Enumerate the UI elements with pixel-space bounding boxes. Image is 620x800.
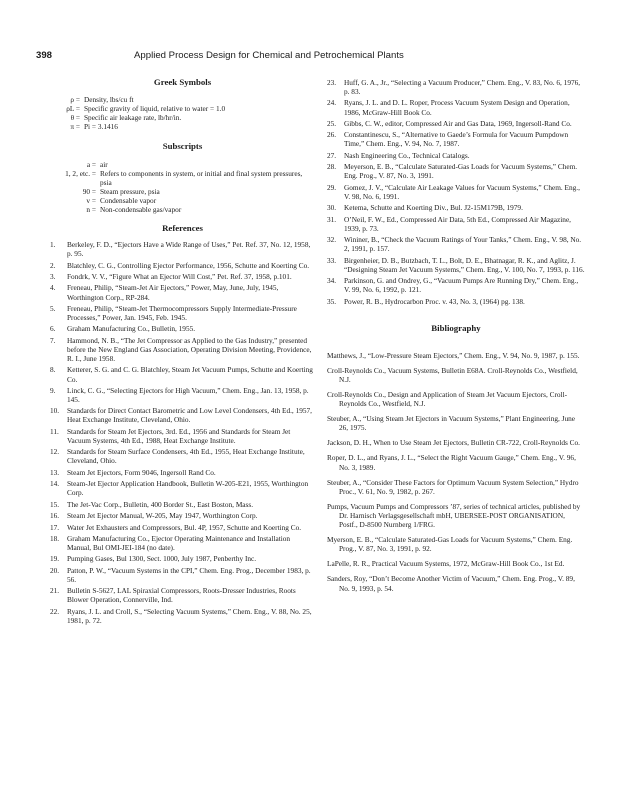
reference-number: 7. — [50, 335, 56, 345]
reference-text: Steam Jet Ejector Manual, W-205, May 1947, Worthington Corp. — [67, 511, 258, 521]
reference-number: 10. — [50, 406, 60, 416]
reference-text: Fondrk, V. V., “Figure What an Ejector Will Cost,” Pet. Ref. 37, 1958, p.101. — [67, 272, 292, 282]
reference-text: Standards for Direct Contact Barometric and Low Level Condensers, 4th Ed., 1957, Heat Exchange Institute, Cleveland, Ohio. — [67, 406, 312, 425]
reference-item — [50, 406, 315, 424]
reference-item — [50, 511, 315, 520]
reference-text: Standards for Steam Surface Condensers, 4th Ed., 1955, Heat Exchange Institute, Cleveland, Ohio. — [67, 447, 305, 466]
symbol-term: θ = — [70, 113, 80, 123]
reference-text: Gibbs, C. W., editor, Compressed Air and Gas Data, 1969, Ingersoll-Rand Co. — [344, 118, 572, 128]
reference-text: Hammond, N. B., “The Jet Compressor as Applied to the Gas Industry,” presented before the New England Gas Association, Operating Division Meeting, Providence, R. I., June 1958. — [67, 335, 312, 364]
reference-text: Freneau, Philip, “Steam-Jet Air Ejectors,” Power, May, June, July, 1945, Worthington Corp., RP-284. — [67, 283, 279, 302]
reference-item — [327, 203, 585, 212]
reference-text: Ryans, J. L. and D. L. Roper, Process Vacuum System Design and Operation, 1986, McGraw-Hill Book Co. — [344, 98, 570, 117]
reference-number: 31. — [327, 214, 337, 224]
reference-list-right — [327, 78, 585, 306]
reference-number: 27. — [327, 150, 337, 160]
reference-number: 11. — [50, 426, 59, 436]
reference-item — [50, 386, 315, 404]
bibliography-item: Sanders, Roy, “Don’t Become Another Victim of Vacuum,” Chem. Eng. Prog., V. 89, No. 9, 1993, p. 54. — [327, 574, 575, 593]
reference-number: 8. — [50, 365, 56, 375]
reference-item — [327, 256, 585, 274]
reference-text: Constantinescu, S., “Alternative to Gaede’s Formula for Vacuum Pumpdown Time,” Chem. Eng., V. 94, No. 7, 1987. — [344, 130, 569, 149]
reference-number: 18. — [50, 533, 60, 543]
reference-text: Graham Manufacturing Co., Bulletin, 1955. — [67, 324, 196, 334]
bibliography-item: Roper, D. L., and Ryans, J. L., “Select the Right Vacuum Gauge,” Chem. Eng., V. 96, No. 3, 1989. — [327, 453, 576, 472]
reference-text: Nash Engineering Co., Technical Catalogs. — [344, 150, 470, 160]
bibliography-item: Steuber, A., “Consider These Factors for Optimum Vacuum System Selection,” Hydro Proc., V. 61, No. 9, 1982, p. 267. — [327, 477, 579, 496]
reference-number: 24. — [327, 98, 337, 108]
reference-number: 19. — [50, 554, 60, 564]
bibliography-item: Matthews, J., “Low-Pressure Steam Ejectors,” Chem. Eng., V. 94, No. 9, 1987, p. 155. — [327, 350, 580, 360]
running-header — [36, 50, 596, 64]
reference-item — [327, 162, 585, 180]
symbol-term: v = — [86, 195, 96, 205]
reference-list-left — [50, 240, 315, 625]
reference-item — [327, 151, 585, 160]
reference-number: 5. — [50, 303, 56, 313]
symbol-row — [50, 160, 315, 169]
reference-text: Graham Manufacturing Co., Ejector Operating Maintenance and Installation Manual, Bul OMI-JEI-184 (no date). — [67, 533, 291, 552]
reference-text: Patton, P. W., “Vacuum Systems in the CPI,” Chem. Eng. Prog., December 1983, p. 56. — [67, 565, 311, 584]
reference-item — [50, 447, 315, 465]
reference-text: Wininer, B., “Check the Vacuum Ratings of Your Tanks,” Chem. Eng., V. 98, No. 2, 1991, p. 157. — [344, 235, 582, 254]
symbol-definition: Refers to components in system, or initial and final system pressures, psia — [100, 168, 303, 187]
reference-item — [50, 534, 315, 552]
reference-number: 25. — [327, 118, 337, 128]
symbol-term: 1, 2, etc. = — [65, 168, 96, 178]
reference-text: Pumping Gases, Bul 1300, Sect. 1000, July 1987, Penberthy Inc. — [67, 554, 257, 564]
reference-item — [50, 427, 315, 445]
left-column — [50, 78, 315, 627]
reference-number: 1. — [50, 240, 56, 250]
symbol-definition: Condensable vapor — [100, 195, 157, 205]
symbol-row — [50, 196, 315, 205]
symbol-row — [50, 95, 315, 104]
reference-number: 23. — [327, 78, 337, 87]
reference-number: 9. — [50, 385, 56, 395]
reference-item — [50, 523, 315, 532]
reference-text: Birgenheier, D. B., Butzbach, T. L., Bolt, D. E., Bhatnagar, R. K., and Aglitz, J. “Designing Steam Jet Vacuum Systems,” Chem. Eng., V. 100, No. 7, 1993, p. 116. — [344, 255, 585, 274]
symbol-definition: Specific air leakage rate, lb/hr/in. — [84, 113, 182, 123]
bibliography-heading: Bibliography — [431, 322, 481, 333]
reference-item — [327, 119, 585, 128]
reference-number: 30. — [327, 203, 337, 213]
bibliography-item: Jackson, D. H., When to Use Steam Jet Ejectors, Bulletin CR-722, Croll-Reynolds Co. — [327, 438, 581, 448]
bibliography-item: Myerson, E. B., “Calculate Saturated-Gas Loads for Vacuum Systems,” Chem. Eng. Prog., V. 87, No. 3, 1991, p. 92. — [327, 535, 573, 554]
reference-text: Freneau, Philip, “Steam-Jet Thermocompressors Supply Intermediate-Pressure Processes,” Power, Jan. 1945, Feb. 1945. — [67, 303, 297, 323]
reference-item — [50, 261, 315, 270]
reference-text: Linck, C. G., “Selecting Ejectors for High Vacuum,” Chem. Eng., Jan. 13, 1958, p. 145. — [67, 385, 309, 404]
reference-number: 4. — [50, 283, 56, 293]
symbol-term: ρL = — [66, 104, 80, 114]
symbol-term: n = — [86, 205, 96, 215]
reference-text: Steam-Jet Ejector Application Handbook, Bulletin W-205-E21, 1955, Worthington Corp. — [67, 479, 309, 498]
reference-item — [50, 324, 315, 333]
running-title: Applied Process Design for Chemical and Petrochemical Plants — [134, 50, 404, 61]
symbol-row — [50, 187, 315, 196]
reference-item — [327, 235, 585, 253]
symbol-definition: air — [100, 159, 108, 169]
reference-item — [50, 272, 315, 281]
reference-number: 34. — [327, 276, 337, 286]
reference-text: Bulletin S-5627, LAL Spiraxial Compressors, Roots-Dresser Industries, Roots Blower Operation, Connerville, Ind. — [67, 586, 296, 605]
reference-number: 12. — [50, 447, 60, 457]
reference-number: 2. — [50, 260, 56, 270]
reference-number: 13. — [50, 467, 60, 477]
reference-number: 21. — [50, 586, 60, 596]
reference-text: Meyerson, E. B., “Calculate Saturated-Gas Loads for Vacuum Systems,” Chem. Eng. Prog., V. 87, No. 3, 1991. — [344, 162, 578, 181]
symbol-row — [50, 205, 315, 214]
reference-text: Huff, G. A., Jr., “Selecting a Vacuum Producer,” Chem. Eng., V. 83, No. 6, 1976, p. 83. — [344, 78, 581, 97]
reference-number: 15. — [50, 499, 60, 509]
reference-text: Water Jet Exhausters and Compressors, Bul. 4P, 1957, Schutte and Koerting Co. — [67, 522, 302, 532]
reference-number: 20. — [50, 565, 60, 575]
bibliography-list — [327, 351, 585, 593]
subscript-list — [50, 160, 315, 215]
reference-number: 3. — [50, 272, 56, 282]
reference-item — [327, 183, 585, 201]
reference-text: Steam Jet Ejectors, Form 9046, Ingersoll Rand Co. — [67, 467, 216, 477]
reference-text: Standards for Steam Jet Ejectors, 3rd. Ed., 1956 and Standards for Steam Jet Vacuum Systems, 4th Ed., 1988, Heat Exchange Institute. — [67, 426, 291, 445]
symbol-term: 90 = — [82, 186, 96, 196]
reference-item — [50, 566, 315, 584]
reference-text: Berkeley, F. D., “Ejectors Have a Wide Range of Uses,” Pet. Ref. 37, No. 12, 1958, p. 95. — [67, 240, 311, 259]
reference-number: 33. — [327, 255, 337, 265]
bibliography-item: LaPelle, R. R., Practical Vacuum Systems, 1972, McGraw-Hill Book Co., 1st Ed. — [327, 559, 565, 569]
reference-number: 16. — [50, 511, 60, 521]
reference-number: 28. — [327, 162, 337, 172]
reference-item — [327, 78, 585, 96]
symbol-definition: Steam pressure, psia — [100, 186, 160, 196]
reference-item — [50, 468, 315, 477]
bibliography-item: Croll-Reynolds Co., Design and Application of Steam Jet Vacuum Ejectors, Croll-Reynolds Co., Westfield, N.J. — [327, 390, 568, 409]
symbol-definition: Density, lbs/cu ft — [84, 95, 134, 105]
greek-symbols-heading: Greek Symbols — [153, 77, 212, 87]
reference-text: Ketema, Schutte and Koerting Div., Bul. J2-15M179B, 1979. — [344, 203, 523, 213]
reference-text: Blatchley, C. G., Controlling Ejector Performance, 1956, Schutte and Koerting Co. — [67, 260, 310, 270]
symbol-definition: Pi = 3.1416 — [84, 122, 118, 132]
reference-text: O’Neil, F. W., Ed., Compressed Air Data, 5th Ed., Compressed Air Magazine, 1939, p. 73. — [344, 214, 572, 233]
reference-item — [327, 297, 585, 306]
reference-text: Parkinson, G. and Ondrey, G., “Vacuum Pumps Are Running Dry,” Chem. Eng., V. 99, No. 6, 1992, p. 121. — [344, 276, 579, 295]
subscripts-heading: Subscripts — [162, 141, 203, 152]
symbol-definition: Specific gravity of liquid, relative to water = 1.0 — [84, 104, 226, 114]
reference-number: 6. — [50, 324, 56, 334]
symbol-row — [50, 104, 315, 113]
reference-item — [50, 500, 315, 509]
reference-item — [50, 607, 315, 625]
reference-item — [50, 240, 315, 258]
reference-text: Ketterer, S. G. and C. G. Blatchley, Steam Jet Vacuum Pumps, Schutte and Koerting Co. — [67, 365, 313, 384]
references-heading: References — [162, 223, 203, 234]
reference-item — [327, 130, 585, 148]
symbol-term: π = — [70, 122, 80, 132]
reference-item — [327, 215, 585, 233]
reference-number: 14. — [50, 479, 60, 489]
reference-text: Power, R. B., Hydrocarbon Proc. v. 43, No. 3, (1964) pg. 138. — [344, 296, 525, 306]
reference-number: 17. — [50, 522, 60, 532]
reference-number: 22. — [50, 606, 60, 616]
right-column — [327, 78, 585, 599]
symbol-row — [50, 113, 315, 122]
symbol-row — [50, 122, 315, 131]
greek-symbol-list — [50, 95, 315, 131]
page-number: 398 — [36, 50, 53, 61]
symbol-term: a = — [86, 159, 96, 169]
reference-item — [50, 479, 315, 497]
bibliography-item: Pumps, Vacuum Pumps and Compressors ’87, series of technical articles, published by Dr. Harnisch Verlagsgesellschaft mbH, UBERSEE-POST ORGANISATION, Postf., D-8500 Nurnberg 1/FRG. — [327, 501, 581, 530]
reference-number: 32. — [327, 235, 337, 245]
reference-number: 35. — [327, 296, 337, 306]
reference-number: 26. — [327, 130, 337, 140]
reference-item — [327, 98, 585, 116]
reference-item — [50, 365, 315, 383]
reference-item — [327, 276, 585, 294]
reference-number: 29. — [327, 182, 337, 192]
reference-item — [50, 586, 315, 604]
reference-text: Ryans, J. L. and Croll, S., “Selecting Vacuum Systems,” Chem. Eng., V. 88, No. 25, 1981, p. 72. — [67, 606, 312, 625]
reference-text: The Jet-Vac Corp., Bulletin, 400 Border St., East Boston, Mass. — [67, 499, 254, 509]
reference-item — [50, 304, 315, 322]
symbol-row — [50, 169, 315, 187]
symbol-term: ρ = — [70, 95, 80, 105]
reference-item — [50, 336, 315, 363]
bibliography-item: Steuber, A., “Using Steam Jet Ejectors in Vacuum Systems,” Plant Engineering, June 26, 1975. — [327, 414, 576, 433]
reference-item — [50, 554, 315, 563]
bibliography-item: Croll-Reynolds Co., Vacuum Systems, Bulletin E68A. Croll-Reynolds Co., Westfield, N.J. — [327, 365, 578, 384]
reference-item — [50, 283, 315, 301]
symbol-definition: Non-condensable gas/vapor — [100, 205, 182, 215]
reference-text: Gomez, J. V., “Calculate Air Leakage Values for Vacuum Systems,” Chem. Eng., V. 98, No. 6, 1991. — [344, 182, 580, 201]
